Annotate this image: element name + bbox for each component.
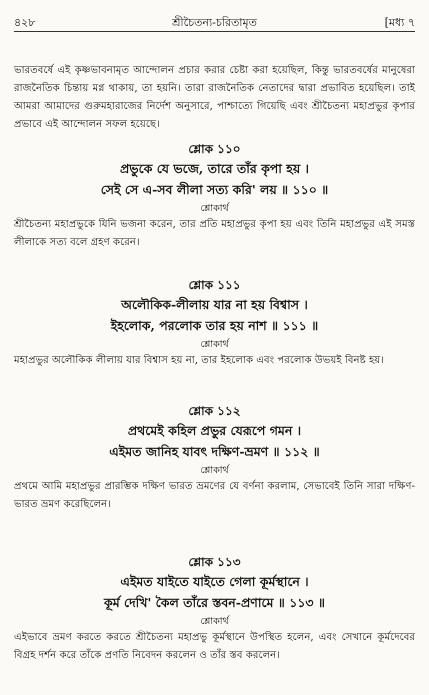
translation-text: শ্রীচৈতন্য মহাপ্রভুকে যিনি ভজনা করেন, তার প্রতি মহাপ্রভুর কৃপা হয় এবং তিনি মহাপ্রভুর এই সমস্ত লীলাকে সত্য বলে গ্রহণ করেন। xyxy=(14,219,415,248)
verse-line: সেই সে এ-সব লীলা সত্য করি' লয় ॥ ১১০ ॥ xyxy=(100,182,329,197)
verse-block-113 xyxy=(0,553,429,665)
verse-line: কূর্ম দেখি' কৈল তাঁরে স্তবন-প্রণামে ॥ ১১৩ ॥ xyxy=(104,595,325,610)
translation-text: এইভাবে ভ্রমণ করতে করতে শ্রীচৈতন্য মহাপ্রভু কূর্মস্থানে উপস্থিত হলেন, এবং সেখানে কূর্মদেবের বিগ্রহ দর্শন করে তাঁকে প্রণতি নিবেদন করলেন ও তাঁর স্তব করলেন। xyxy=(14,632,415,661)
translation-heading: শ্লোকার্থ xyxy=(200,203,229,214)
translation-text: মহাপ্রভুর অলৌকিক লীলায় যার বিশ্বাস হয় না, তার ইহলোক এবং পরলোক উভয়ই বিনষ্ট হয়। xyxy=(14,355,384,366)
header-rule xyxy=(14,31,415,32)
page-header xyxy=(14,10,415,32)
section-marker: [মধ্য ৭ xyxy=(384,16,415,29)
translation-heading: শ্লোকার্থ xyxy=(200,339,229,350)
verse-line: প্রথমেই কহিল প্রভুর যেরূপে গমন । xyxy=(127,423,302,438)
verse-block-110 xyxy=(0,140,429,252)
verse-heading: শ্লোক ১১০ xyxy=(188,142,241,156)
verse-line: প্রভুকে যে ভজে, তারে তাঁর কৃপা হয় । xyxy=(119,161,310,176)
verse-line: ইহলোক, পরলোক তার হয় নাশ ॥ ১১১ ॥ xyxy=(110,318,319,333)
book-title: শ্রীচৈতন্য-চরিতামৃত xyxy=(172,16,257,29)
intro-paragraph: ভারতবর্ষে এই কৃষ্ণভাবনামৃত আন্দোলন প্রচার করার চেষ্টা করা হয়েছিল, কিন্তু ভারতবর্ষের মানুষেরা রাজনৈতিক চিন্তায় মগ্ন থাকায়, তা হয়নি। তারা রাজনৈতিক নেতাদের দ্বারা প্রভাবিত হয়েছিল। তাই আমরা আমাদের গুরুমহারাজের নির্দেশ অনুসারে, পাশ্চাত্যে গিয়েছি এবং শ্রীচৈতন্য মহাপ্রভুর কৃপার প্রভাবে এই আন্দোলন সফল হয়েছে। xyxy=(14,65,415,130)
verse-line: অলৌকিক-লীলায় যার না হয় বিশ্বাস । xyxy=(121,297,308,312)
verse-line: এইমত জানিহ যাবৎ দক্ষিণ-ভ্রমণ ॥ ১১২ ॥ xyxy=(109,444,320,459)
translation-heading: শ্লোকার্থ xyxy=(200,616,229,627)
verse-heading: শ্লোক ১১২ xyxy=(188,404,241,418)
verse-heading: শ্লোক ১১১ xyxy=(188,278,241,292)
translation-text: প্রথমে আমি মহাপ্রভুর প্রারম্ভিক দক্ষিণ ভারত ভ্রমণের যে বর্ণনা করলাম, সেভাবেই তিনি সারা দক্ষিণ-ভারত ভ্রমণ করেছিলেন। xyxy=(14,481,415,510)
translation-heading: শ্লোকার্থ xyxy=(200,465,229,476)
page-number: ৪২৮ xyxy=(14,16,36,29)
verse-heading: শ্লোক ১১৩ xyxy=(188,555,241,569)
verse-block-112 xyxy=(0,402,429,514)
verse-block-111 xyxy=(0,276,429,370)
verse-line: এইমত যাইতে যাইতে গেলা কূর্মস্থানে । xyxy=(120,574,309,589)
